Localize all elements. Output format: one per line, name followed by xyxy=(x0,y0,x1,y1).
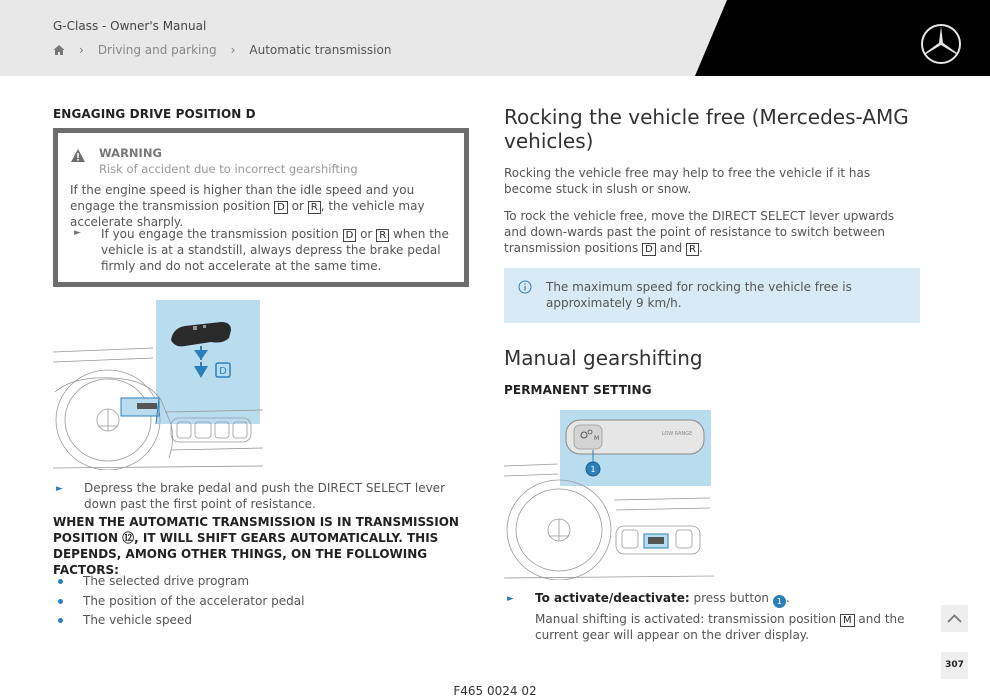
step-arrow-icon: ► xyxy=(56,484,63,494)
home-icon[interactable] xyxy=(53,44,65,56)
image-m-label: M xyxy=(594,435,600,442)
heading-rocking-free: Rocking the vehicle free (Mercedes-AMG vehicles) xyxy=(504,105,909,153)
key-m: M xyxy=(840,614,855,627)
svg-text:1: 1 xyxy=(590,465,596,474)
key-r: R xyxy=(686,243,699,256)
key-d: D xyxy=(343,229,357,242)
factor-item: The selected drive program xyxy=(83,574,250,588)
button-1-badge: 1 xyxy=(773,595,786,608)
step-arrow-icon: ► xyxy=(74,228,81,238)
header-bar xyxy=(0,0,990,76)
bullet-dot xyxy=(58,599,63,604)
warning-title: WARNING xyxy=(99,146,162,160)
header-black-corner xyxy=(0,0,990,76)
breadcrumb xyxy=(53,42,391,58)
breadcrumb-link-driving[interactable]: Driving and parking xyxy=(97,43,217,57)
chevron-up-icon xyxy=(941,605,968,632)
warning-triangle-icon xyxy=(71,149,85,162)
key-d: D xyxy=(642,243,656,256)
manual-button-illustration xyxy=(504,410,714,580)
warning-subtitle: Risk of accident due to incorrect gearshifting xyxy=(99,162,358,176)
factor-item: The vehicle speed xyxy=(83,613,192,627)
bullet-dot xyxy=(58,579,63,584)
step-depress-brake: Depress the brake pedal and push the DIRECT SELECT lever down past the first point of resistance. xyxy=(84,481,446,511)
page-number: 307 xyxy=(941,652,968,679)
app-title: G-Class - Owner's Manual xyxy=(53,19,207,33)
rocking-para-1: Rocking the vehicle free may help to free the vehicle if it has become stuck in slush or snow. xyxy=(504,166,871,196)
image-low-range-label: LOW RANGE xyxy=(661,431,693,437)
mercedes-star-icon[interactable] xyxy=(920,23,962,65)
lever-d-label: D xyxy=(219,366,227,377)
step-arrow-icon: ► xyxy=(507,594,514,604)
bullet-dot xyxy=(58,618,63,623)
info-icon xyxy=(518,280,532,294)
heading-manual-gearshifting: Manual gearshifting xyxy=(504,346,703,370)
section-heading-engaging-d: ENGAGING DRIVE POSITION D xyxy=(53,107,256,121)
factor-item: The position of the accelerator pedal xyxy=(83,594,305,608)
rocking-para-2: To rock the vehicle free, move the DIRECT SELECT lever upwards and down-wards past the point of resistance to switch between transmission positions D and R . xyxy=(504,209,895,255)
scroll-to-top-button[interactable] xyxy=(941,605,968,632)
warning-step: If you engage the transmission position D or R when the vehicle is at a standstill, always depress the brake pedal firmly and do not accelerate at the same time. xyxy=(101,227,449,273)
breadcrumb-current: Automatic transmission xyxy=(249,43,392,57)
key-d: D xyxy=(274,201,288,214)
key-r: R xyxy=(376,229,389,242)
key-r: R xyxy=(308,201,321,214)
chevron-right-icon: › xyxy=(79,43,84,57)
subheading-permanent-setting: PERMANENT SETTING xyxy=(504,383,652,397)
info-box xyxy=(504,268,920,323)
factors-heading: WHEN THE AUTOMATIC TRANSMISSION IS IN TRANSMISSION POSITION ⑫, IT WILL SHIFT GEARS AUTOMATICALLY. THIS DEPENDS, AMONG OTHER THINGS, ON THE FOLLOWING FACTORS: xyxy=(53,515,459,577)
warning-body: If the engine speed is higher than the idle speed and you engage the transmission position D or R , the vehicle may accelerate sharply. xyxy=(70,183,425,229)
chevron-right-icon: › xyxy=(230,43,236,57)
steering-lever-illustration xyxy=(53,300,263,470)
info-text: The maximum speed for rocking the vehicle free is approximately 9 km/h. xyxy=(546,280,852,310)
figure-code: F465 0024 02 xyxy=(453,684,537,698)
manual-activated-text: Manual shifting is activated: transmission position M and the current gear will appear on the driver display. xyxy=(535,612,905,642)
warning-box xyxy=(53,128,469,287)
activate-instruction: To activate/deactivate: press button 1 . xyxy=(535,591,790,606)
